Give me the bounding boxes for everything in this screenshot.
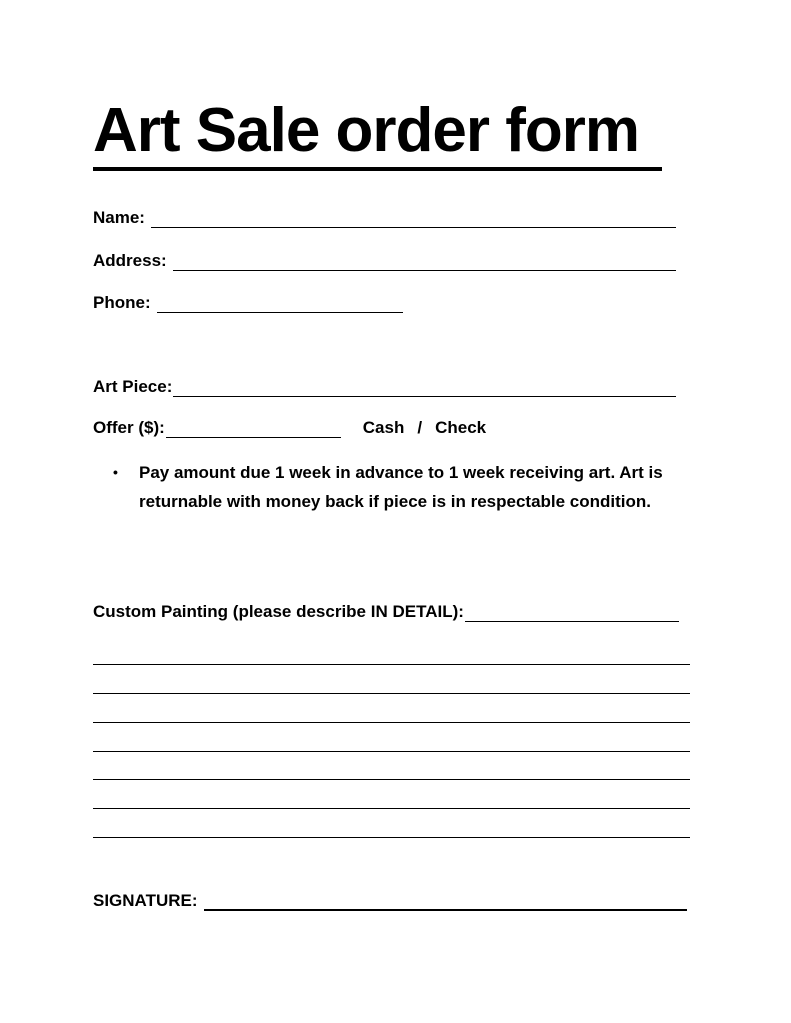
bullet-dot-icon: • (113, 464, 118, 480)
payment-method-choices (363, 418, 486, 438)
art-piece-line[interactable] (173, 380, 676, 397)
payment-terms-note (113, 458, 693, 516)
address-label: Address: (93, 251, 167, 270)
name-line[interactable] (151, 211, 676, 228)
phone-label: Phone: (93, 293, 151, 312)
payment-separator: / (417, 418, 423, 437)
custom-painting-label: Custom Painting (please describe IN DETAIL): (93, 602, 464, 621)
description-line[interactable] (93, 808, 690, 809)
payment-check-option[interactable]: Check (435, 418, 487, 437)
custom-painting-line[interactable] (465, 605, 679, 622)
signature-line[interactable] (204, 891, 687, 911)
signature-label: SIGNATURE: (93, 891, 198, 910)
offer-field[interactable] (93, 418, 486, 438)
offer-label: Offer ($): (93, 418, 165, 437)
art-piece-label: Art Piece: (93, 377, 173, 396)
phone-line[interactable] (157, 296, 403, 313)
description-line[interactable] (93, 837, 690, 838)
payment-terms-text: Pay amount due 1 week in advance to 1 week receiving art. Art is returnable with money back if piece is in respectable condition. (139, 463, 663, 511)
custom-painting-field[interactable] (93, 602, 679, 622)
description-line[interactable] (93, 751, 690, 752)
page-title: Art Sale order form (93, 96, 640, 165)
description-line[interactable] (93, 693, 690, 694)
art-piece-field[interactable] (93, 377, 676, 397)
description-line[interactable] (93, 779, 690, 780)
name-field[interactable] (93, 208, 676, 228)
phone-field[interactable] (93, 293, 403, 313)
description-line[interactable] (93, 722, 690, 723)
address-line[interactable] (173, 254, 676, 271)
title-underline (93, 167, 662, 171)
name-label: Name: (93, 208, 145, 227)
address-field[interactable] (93, 251, 676, 271)
signature-field[interactable] (93, 891, 687, 911)
payment-cash-option[interactable]: Cash (362, 418, 405, 437)
description-line[interactable] (93, 664, 690, 665)
offer-line[interactable] (166, 421, 341, 438)
